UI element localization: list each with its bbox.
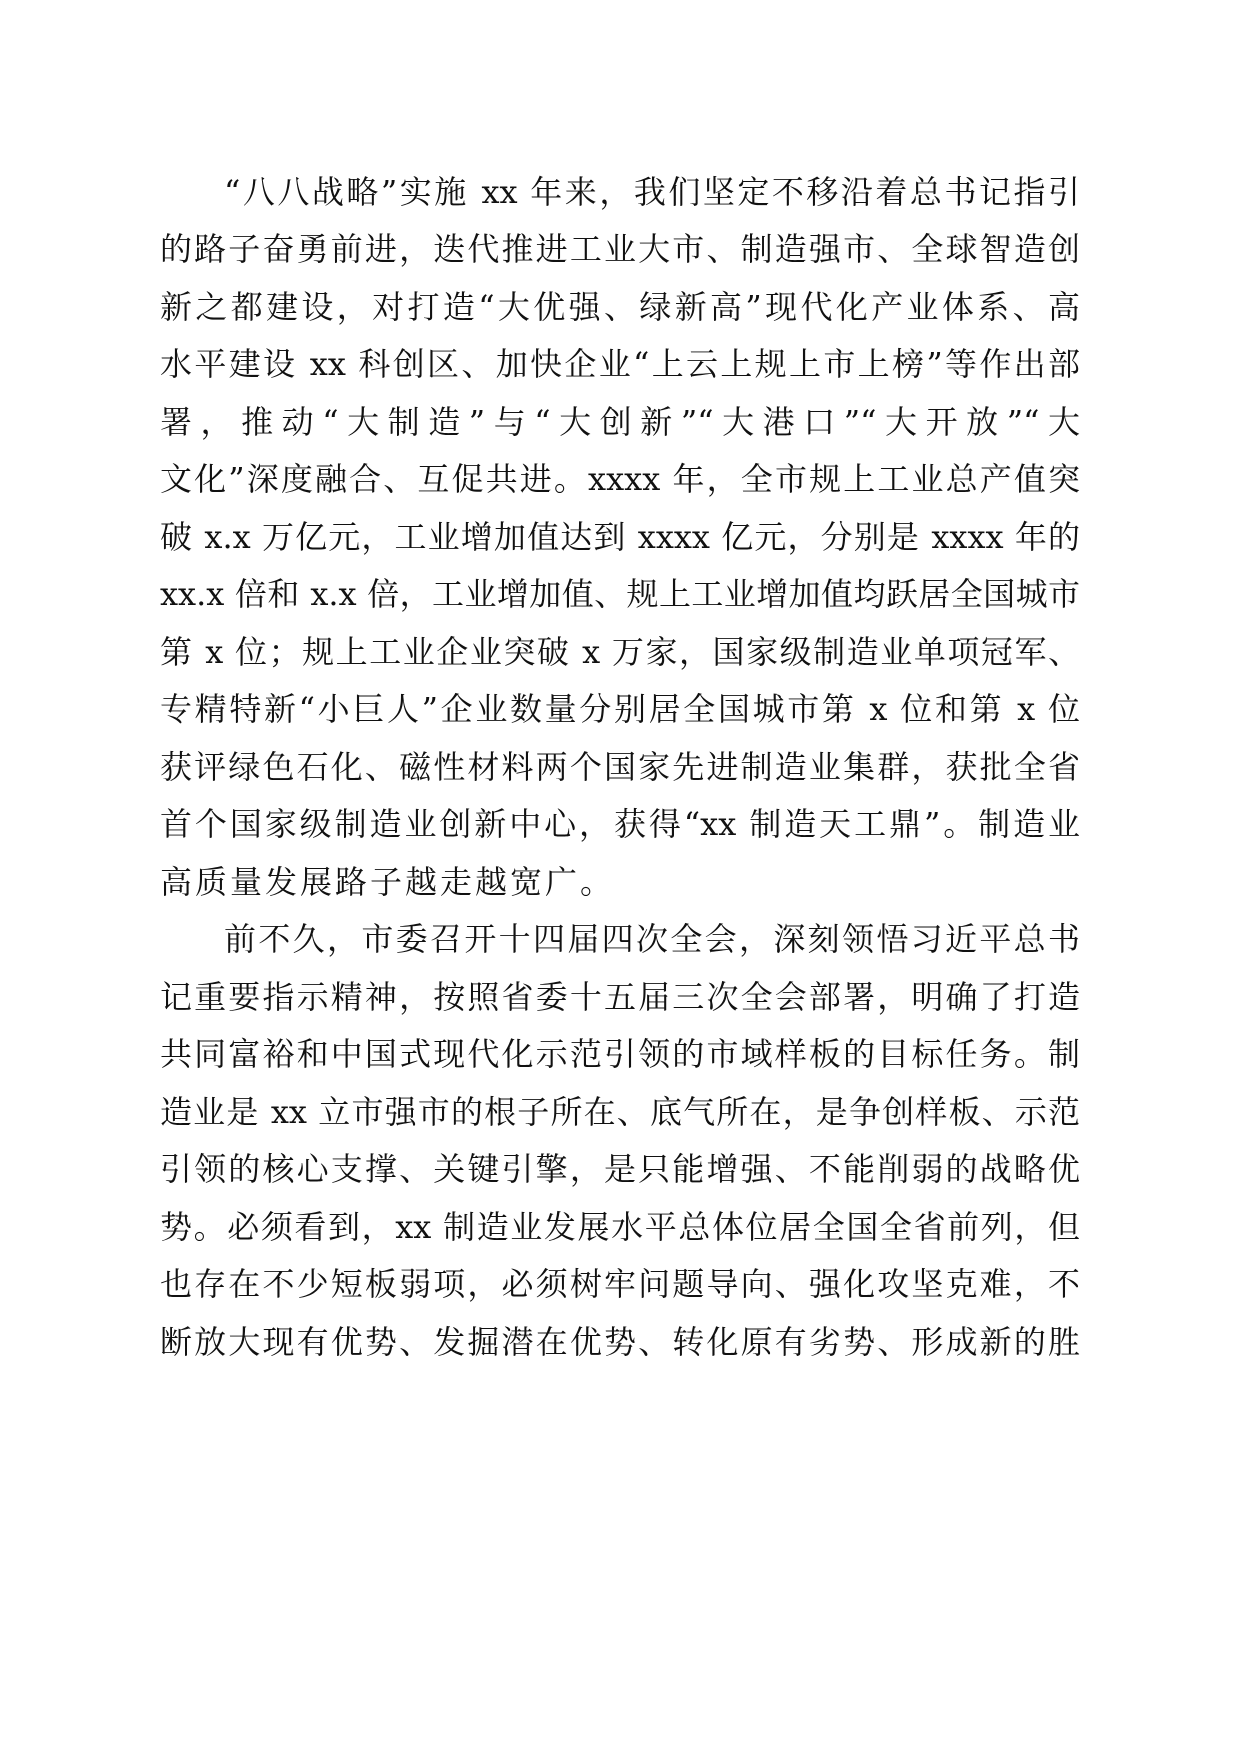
paragraph-1-line-6: 文化”深度融合、互促共进。xxxx 年，全市规上工业总产值突 xyxy=(160,460,1080,498)
paragraph-2-line-5: 引领的核心支撑、关键引擎，是只能增强、不能削弱的战略优 xyxy=(160,1150,1080,1188)
paragraph-2-line-2: 记重要指示精神，按照省委十五届三次全会部署，明确了打造 xyxy=(160,978,1080,1016)
paragraph-1-line-13: 高质量发展路子越走越宽广。 xyxy=(160,863,616,901)
paragraph-2-line-3: 共同富裕和中国式现代化示范引领的市域样板的目标任务。制 xyxy=(160,1035,1080,1073)
paragraph-1-line-10: 专精特新“小巨人”企业数量分别居全国城市第 x 位和第 x 位 xyxy=(160,690,1080,728)
paragraph-2-line-4: 造业是 xx 立市强市的根子所在、底气所在，是争创样板、示范 xyxy=(160,1093,1080,1131)
paragraph-2-line-8: 断放大现有优势、发掘潜在优势、转化原有劣势、形成新的胜 xyxy=(160,1323,1080,1361)
paragraph-1-line-9: 第 x 位；规上工业企业突破 x 万家，国家级制造业单项冠军、 xyxy=(160,633,1080,671)
paragraph-1-line-1: “八八战略”实施 xx 年来，我们坚定不移沿着总书记指引 xyxy=(224,173,1080,211)
paragraph-1-line-8: xx.x 倍和 x.x 倍，工业增加值、规上工业增加值均跃居全国城市 xyxy=(160,575,1080,613)
paragraph-1-line-12: 首个国家级制造业创新中心，获得“xx 制造天工鼎”。制造业 xyxy=(160,805,1080,843)
paragraph-1-line-7: 破 x.x 万亿元，工业增加值达到 xxxx 亿元，分别是 xxxx 年的 xyxy=(160,518,1080,556)
paragraph-1-line-11: 获评绿色石化、磁性材料两个国家先进制造业集群，获批全省 xyxy=(160,748,1080,786)
paragraph-2-line-7: 也存在不少短板弱项，必须树牢问题导向、强化攻坚克难，不 xyxy=(160,1265,1080,1303)
paragraph-1-line-5: 署，推动“大制造”与“大创新”“大港口”“大开放”“大 xyxy=(160,403,1080,441)
paragraph-2-line-6: 势。必须看到，xx 制造业发展水平总体位居全国全省前列，但 xyxy=(160,1208,1080,1246)
paragraph-1-line-2: 的路子奋勇前进，迭代推进工业大市、制造强市、全球智造创 xyxy=(160,230,1080,268)
paragraph-1-line-3: 新之都建设，对打造“大优强、绿新高”现代化产业体系、高 xyxy=(160,288,1080,326)
paragraph-2-line-1: 前不久，市委召开十四届四次全会，深刻领悟习近平总书 xyxy=(224,920,1080,958)
paragraph-1-line-4: 水平建设 xx 科创区、加快企业“上云上规上市上榜”等作出部 xyxy=(160,345,1080,383)
